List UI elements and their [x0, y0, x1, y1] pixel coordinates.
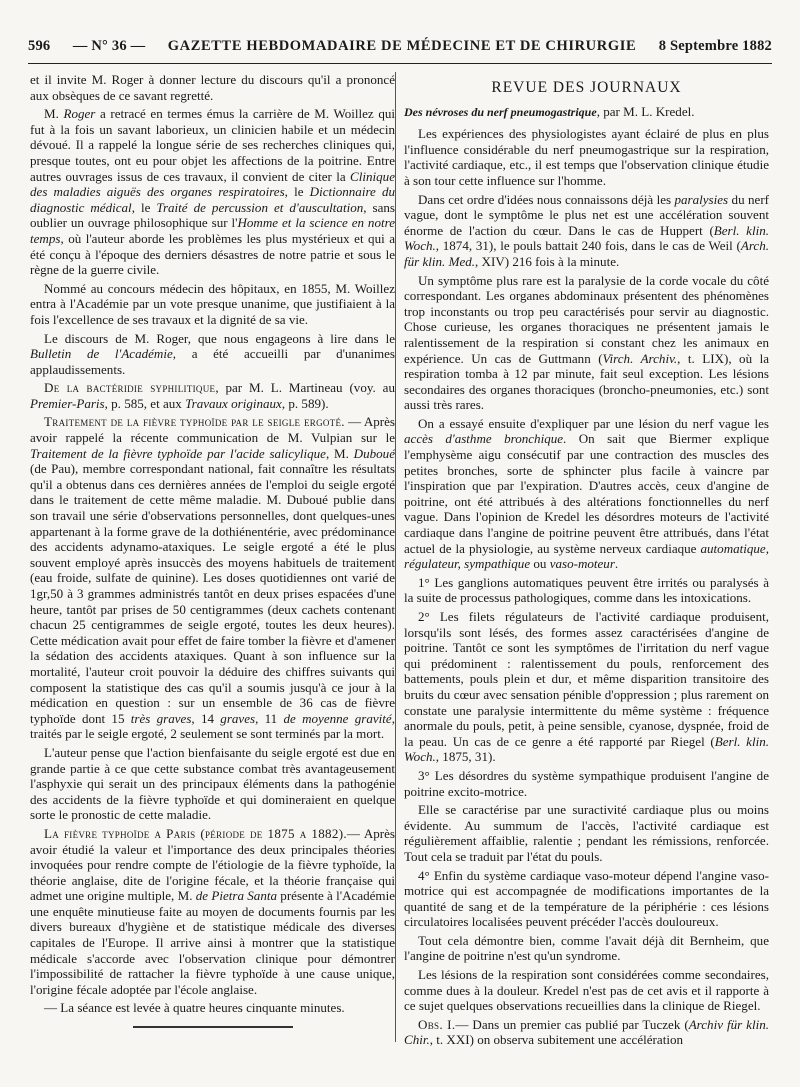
closing-line: — La séance est levée à quatre heures cinquante minutes.	[44, 1000, 345, 1016]
paragraph: Obs. I.— Dans un premier cas publié par Tuczek (Archiv für klin. Chir., t. XXI) on observa subitement une accélération	[404, 1016, 769, 1048]
paragraph: La fièvre typhoïde a Paris (période de 1875 a 1882).— Après avoir étudié la valeur et l'importance des deux principales théories invoquées pour rendre compte de l'étiologie de la fièvre typhoïde, la théorie anglaise, dite de l'origine fécale, et la théorie française qui admet une origine multiple, M. de Pietra Santa présente à l'Académie une enquête minutieuse faite au moyen de documents fournis par les divers bureaux d'hygiène et de statistique médicale des diverses capitales de l'Europe. Il arrive ainsi à montrer que la statistique médicale s'accorde avec l'observation clinique pour démontrer l'impossibilité de rattacher la fièvre typhoïde à une cause unique, l'origine fécale adoptée par l'école anglaise.	[30, 825, 395, 997]
paragraph: On a essayé ensuite d'expliquer par une lésion du nerf vague les accès d'asthme bronchique. On sait que Biermer explique l'emphysème aigu consécutif par une contraction des muscles des petites bronches, sorte de sphincter plus facile à vaincre par l'inspiration que par l'expiration. D'autres accès, ceux d'angine de poitrine, ont été attribués à des altérations fonctionnelles du nerf vague. Dans l'opinion de Kredel les désordres moteurs de l'activité cardiaque dans l'angine de poitrine peuvent être attribués, dans l'état actuel de la physiologie, au système nerveux cardiaque automatique, régulateur, sympathique ou vaso-moteur.	[404, 415, 769, 572]
paragraph: Un symptôme plus rare est la paralysie de la corde vocale du côté correspondant. Les organes abdominaux présentent des phénomènes trop inconstants ou trop peu caractérisés pour servir au diagnostic. Chose curieuse, les organes thoraciques ne présentent jamais le ralentissement de la respiration si constant chez les animaux en expérience. Un cas de Guttmann (Virch. Archiv., t. LIX), où la respiration tomba à 12 par minute, fait seul exception. Les lésions secondaires des organes thoraciques (broncho-pneumonies, etc.) sont aussi très rares.	[404, 272, 769, 413]
article-heading: Des névroses du nerf pneumogastrique, par M. L. Kredel.	[404, 103, 695, 119]
paragraph: M. Roger a retracé en termes émus la carrière de M. Woillez qui fut à la fois un savant laborieux, un clinicien habile et un médecin dévoué. Il a rappelé la longue série de ses recherches cliniques qui, presque toutes, ont eu pour objet les affections de la poitrine. Entre autres ouvrages issus de ces travaux, il convient de citer la Clinique des maladies aiguës des organes respiratoires, le Dictionnaire du diagnostic médical, le Traité de percussion et d'auscultation, sans oublier un ouvrage philosophique sur l'Homme et la science en notre temps, où l'auteur aborde les problèmes les plus mystérieux et qui a été conçu à l'époque des derniers désastres de notre patrie et sous le règne de la guerre civile.	[30, 106, 396, 278]
running-header	[28, 38, 772, 64]
paragraph: Traitement de la fièvre typhoïde par le seigle ergoté. — Après avoir rappelé la récente communication de M. Vulpian sur le Traitement de la fièvre typhoïde par l'acide salicylique, M. Duboué (de Pau), membre correspondant national, fait connaître les résultats qu'il a obtenus dans ces dernières années de l'emploi du seigle ergoté dans le traitement de cette même maladie. M. Duboué publie dans son travail une série d'observations personnelles, dont quelques-unes appartenant à la forme grave de la dothiénentérie, avec prédominance des accidents adynamo-ataxiques. Le seigle ergoté a été le plus souvent employé après insuccès des moyens habituels de traitement (eau froide, sulfate de quinine). Les doses quotidiennes ont varié de 1gr,50 à 3 grammes administrés tantôt en deux prises espacées d'une heure, tantôt par prises de 50 centigrammes (deux cachets contenant chacun 25 centigrammes de seigle ergoté, toutes les deux heures). Cette médication avait pour effet de faire tomber la fièvre et d'amener la sédation des accidents ataxiques. Quant à son influence sur la mortalité, l'auteur croit pouvoir la déduire des chiffres suivants qui composent la statistique des cas qu'il a soumis jusqu'à ce jour à la médication en question : sur un ensemble de 36 cas de fièvre typhoïde dont 15 très graves, 14 graves, 11 de moyenne gravité, traités par le seigle ergoté, 2 seulement se sont terminés par la mort.	[30, 414, 395, 742]
section-heading: De la bactéridie syphilitique	[44, 380, 216, 396]
paragraph: Dans cet ordre d'idées nous connaissons déjà les paralysies du nerf vague, dont le symptôme le plus net est une accélération souvent énorme de l'action du cœur. Dans le cas de Huppert (Berl. klin. Woch., 1874, 31), le pouls battait 240 fois, dans le cas de Weil (Arch. für klin. Med., XIV) 216 fois à la minute.	[404, 191, 770, 269]
issue-number: — N° 36 —	[72, 38, 146, 54]
left-column	[30, 72, 395, 1028]
paragraph: et il invite M. Roger à donner lecture du discours qu'il a prononcé aux obsèques de ce savant regretté.	[30, 72, 395, 103]
paragraph: De la bactéridie syphilitique, par M. L. Martineau (voy. au Premier-Paris, p. 585, et aux Travaux originaux, p. 589).	[30, 380, 395, 411]
paragraph: 4° Enfin du système cardiaque vaso-moteur dépend l'angine vaso-motrice qui est accompagnée de modifications importantes de la quantité de sang et de la température de la périphérie : ces lésions circulatoires localisées peuvent précéder l'accès douloureux.	[404, 867, 769, 930]
paragraph: Le discours de M. Roger, que nous engageons à lire dans le Bulletin de l'Académie, a été accueilli par d'unanimes applaudissements.	[30, 330, 396, 377]
paragraph: Les lésions de la respiration sont considérées comme secondaires, comme dues à la douleur. Kredel n'est pas de cet avis et il rapporte à ce sujet quelques observations recueillies dans la clinique de Riegel.	[404, 967, 769, 1014]
paragraph: Elle se caractérise par une suractivité cardiaque plus ou moins évidente. Au summum de l'accès, l'activité cardiaque est régulièrement affaiblie, ralentie ; pendant les rémissions, renforcée. Tout cela se traduit par l'état du pouls.	[404, 802, 769, 864]
paragraph: Nommé au concours médecin des hôpitaux, en 1855, M. Woillez entra à l'Académie par un vote presque unanime, que justifiaient à la fois l'excellence de ses travaux et la dignité de sa vie.	[30, 280, 395, 327]
paragraph: Tout cela démontre bien, comme l'avait déjà dit Bernheim, que l'angine de poitrine n'est qu'un syndrome.	[404, 932, 769, 964]
end-rule	[133, 1026, 293, 1028]
journal-title: GAZETTE HEBDOMADAIRE DE MÉDECINE ET DE CHIRURGIE	[167, 38, 637, 54]
paragraph: 2° Les filets régulateurs de l'activité cardiaque produisent, lorsqu'ils sont lésés, des formes assez caractérisées d'angine de poitrine. Tantôt ce sont les symptômes de l'irritation du nerf vague qui prédominent : ralentissement du pouls, renforcement des battements, pouls plein et dur, et même disparition transitoire des bruits du cœur avec sensation pénible d'oppression ; plus rarement on constate une paralysie intermittente du même système : fréquence anormale du pouls, petit, à peine sensible, cyanose, dyspnée, froid de la peau. Un cas de ce genre a été rapporté par Riegel (Berl. klin. Woch., 1875, 31).	[404, 609, 770, 765]
page-number: 596	[28, 38, 51, 54]
section-heading: La fièvre typhoïde a Paris (période de 1875 a 1882).	[44, 825, 347, 841]
paragraph: Les expériences des physiologistes ayant éclairé de plus en plus l'influence considérable du nerf pneumogastrique sur la respiration, l'activité cardiaque, etc., il est temps que l'observation clinique étudie à son tour cette influence sur l'homme.	[404, 126, 769, 188]
section-title: REVUE DES JOURNAUX	[491, 79, 682, 96]
issue-date: 8 Septembre 1882	[658, 38, 772, 54]
paragraph: L'auteur pense que l'action bienfaisante du seigle ergoté est due en grande partie à ce que cette substance combat très avantageusement l'asphyxie qui serait un des principaux éléments dans la pathogénie des accidents de la fièvre typhoïde et qui domineraient en quelque sorte le pronostic de cette maladie.	[30, 744, 395, 823]
paragraph: 1° Les ganglions automatiques peuvent être irrités ou paralysés à la suite de processus pathologiques, comme dans les intoxications.	[404, 574, 769, 606]
section-heading: Traitement de la fièvre typhoïde par le seigle ergoté.	[44, 414, 345, 430]
column-divider	[395, 72, 396, 1042]
paragraph: 3° Les désordres du système sympathique produisent l'angine de poitrine excito-motrice.	[404, 767, 769, 799]
right-column	[404, 72, 769, 1051]
